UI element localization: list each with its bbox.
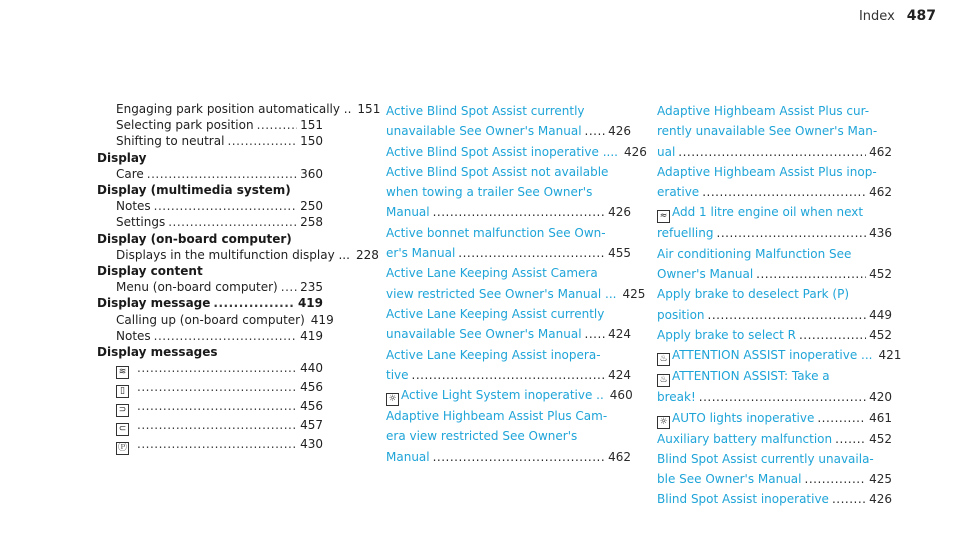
entry-text: [657, 165, 877, 179]
index-heading: [97, 263, 323, 279]
index-column-3: [657, 101, 902, 510]
entry-label: Air conditioning Malfunction See: [657, 246, 852, 261]
entry-text: [386, 266, 598, 280]
dot-leader: [137, 436, 297, 452]
page-ref: 258: [300, 215, 323, 230]
entry-label: Active Lane Keeping Assist Camera: [386, 266, 598, 281]
index-entry[interactable]: [386, 284, 646, 304]
dot-leader: [433, 447, 605, 467]
index-entry[interactable]: [386, 365, 631, 385]
entry-text: [657, 264, 753, 284]
light-sun-icon: ☼: [657, 416, 670, 429]
page-header: [859, 8, 936, 24]
page-ref: 235: [300, 280, 323, 295]
page-ref: 420: [869, 390, 892, 405]
dot-leader: [137, 417, 297, 433]
page-ref: 462: [869, 185, 892, 200]
page-ref: 419: [300, 328, 323, 343]
index-heading: [97, 150, 323, 166]
dot-leader: [227, 133, 297, 149]
page-ref: 461: [869, 410, 892, 425]
page-ref: 425: [869, 472, 892, 487]
entry-text: [116, 312, 305, 328]
index-entry: [97, 360, 323, 379]
entry-text: [116, 101, 351, 117]
entry-text: [386, 202, 430, 222]
page-ref: 452: [869, 267, 892, 282]
index-entry: [97, 133, 323, 149]
dot-leader: [585, 324, 606, 344]
page-ref: 250: [300, 199, 323, 214]
index-entry[interactable]: [657, 387, 892, 407]
page-ref: 426: [608, 205, 631, 220]
entry-label: Manual: [386, 449, 430, 464]
page-ref: 424: [608, 327, 631, 342]
entry-label: Active Blind Spot Assist currently: [386, 104, 585, 118]
index-entry[interactable]: [657, 325, 892, 345]
index-heading: [97, 231, 323, 247]
entry-text: [657, 142, 675, 162]
entry-label: Settings: [116, 215, 166, 230]
entry-label: refuelling: [657, 226, 714, 241]
dot-leader: [799, 325, 866, 345]
entry-label: Auxiliary battery malfunction: [657, 431, 833, 446]
entry-text: [116, 328, 151, 344]
entry-label: break!: [657, 390, 696, 405]
page-ref: 457: [300, 418, 323, 433]
index-entry[interactable]: [657, 101, 892, 121]
index-entry[interactable]: [657, 305, 892, 325]
entry-text: [386, 142, 618, 162]
page-ref: 150: [300, 134, 323, 149]
entry-label: Engaging park position automatically ..: [116, 102, 352, 116]
engine-diagnosis-icon: ▯: [116, 385, 129, 398]
index-entry[interactable]: [657, 284, 892, 304]
index-entry: [97, 101, 381, 117]
entry-label: Calling up (on-board computer): [116, 312, 305, 327]
dot-leader: [154, 198, 297, 214]
oil-can-icon: ≈: [657, 210, 670, 223]
index-entry[interactable]: [657, 264, 892, 284]
entry-text: [116, 214, 165, 230]
entry-label: er's Manual: [386, 246, 456, 261]
entry-text: [657, 387, 696, 407]
entry-label: Active bonnet malfunction See Own-: [386, 225, 606, 240]
dot-leader: [137, 360, 297, 376]
index-entry[interactable]: [386, 263, 631, 283]
entry-text: [657, 104, 869, 118]
entry-label: Apply brake to deselect Park (P): [657, 287, 849, 302]
page-ref: 421: [878, 348, 902, 363]
page-number: 487: [906, 8, 936, 24]
index-entry[interactable]: [386, 202, 631, 222]
index-entry[interactable]: [386, 304, 631, 324]
page-ref: 426: [608, 124, 631, 139]
entry-label: AUTO lights inoperative: [672, 410, 815, 425]
page-ref: 436: [869, 226, 892, 241]
index-heading: [97, 344, 323, 360]
entry-label: Display: [97, 150, 147, 165]
entry-label: Adaptive Highbeam Assist Plus Cam-: [386, 409, 608, 424]
index-entry[interactable]: [657, 142, 892, 162]
page-ref: 424: [608, 367, 631, 382]
index-entry: [97, 417, 323, 436]
index-entry[interactable]: [657, 223, 892, 243]
page-ref: 456: [300, 380, 323, 395]
dot-leader: [756, 264, 866, 284]
entry-label: Apply brake to select R: [657, 327, 796, 342]
entry-label: Active Blind Spot Assist not available: [386, 164, 609, 179]
entry-label: position: [657, 307, 705, 322]
index-entry[interactable]: [657, 162, 892, 182]
entry-text: [116, 417, 134, 436]
entry-text: [657, 305, 705, 325]
entry-text: [657, 325, 796, 345]
page-ref: 452: [869, 327, 892, 342]
page-ref: 228: [355, 247, 379, 262]
entry-label: Display (on-board computer): [97, 231, 292, 246]
entry-text: [116, 133, 224, 149]
index-entry[interactable]: [386, 182, 631, 202]
index-entry[interactable]: [657, 449, 892, 469]
entry-label: erative: [657, 185, 700, 200]
page-ref: 455: [608, 246, 631, 261]
entry-text: [116, 166, 144, 182]
entry-label: ATTENTION ASSIST inoperative ...: [672, 348, 873, 363]
dot-leader: [817, 408, 866, 428]
entry-text: [386, 385, 604, 406]
coolant-temperature-icon: ≋: [116, 366, 129, 379]
car-skid-icon: ⊂: [116, 423, 129, 436]
dot-leader: [137, 379, 297, 395]
page-ref: 452: [869, 431, 892, 446]
index-entry: [97, 436, 323, 455]
entry-label: ble See Owner's Manual: [657, 472, 802, 487]
parking-brake-icon: Ⓟ: [117, 443, 127, 454]
entry-text: [386, 348, 601, 362]
entry-label: Active Blind Spot Assist inoperative ....: [386, 144, 618, 159]
entry-text: [386, 165, 608, 179]
entry-text: [116, 436, 134, 455]
index-entry[interactable]: [657, 121, 892, 141]
entry-text: [97, 295, 210, 311]
coffee-cup-icon: ♨: [657, 353, 670, 366]
entry-label: Shifting to neutral: [116, 134, 225, 149]
entry-label: Adaptive Highbeam Assist Plus cur-: [657, 104, 870, 118]
entry-text: [386, 185, 592, 199]
entry-text: [657, 452, 874, 466]
index-entry[interactable]: [657, 182, 892, 202]
index-entry[interactable]: [386, 406, 631, 426]
entry-text: [386, 284, 616, 304]
page-ref: 419: [310, 312, 334, 327]
entry-text: [116, 379, 134, 398]
entry-text: [657, 345, 872, 366]
entry-text: [386, 409, 607, 423]
page-ref: 462: [869, 144, 892, 159]
dot-leader: [717, 223, 867, 243]
entry-label: Selecting park position: [116, 118, 254, 133]
page-ref: 151: [357, 102, 381, 116]
coffee-cup-icon: ♨: [657, 374, 670, 387]
car-sensor-icon: ⊃: [116, 404, 129, 417]
entry-label: Add 1 litre engine oil when next: [672, 205, 864, 220]
index-entry[interactable]: [386, 162, 631, 182]
index-entry[interactable]: [386, 324, 631, 344]
entry-text: [657, 489, 829, 509]
entry-label: Menu (on-board computer): [116, 280, 278, 295]
index-entry[interactable]: [657, 469, 892, 489]
page-ref: 425: [622, 286, 646, 301]
entry-label: rently unavailable See Owner's Man-: [657, 124, 878, 139]
entry-label: ual: [657, 144, 676, 159]
entry-label: Owner's Manual: [657, 267, 754, 282]
dot-leader: [585, 121, 606, 141]
entry-label: Adaptive Highbeam Assist Plus inop-: [657, 164, 877, 179]
entry-label: era view restricted See Owner's: [386, 429, 578, 444]
entry-label: Notes: [116, 328, 151, 343]
entry-label: tive: [386, 367, 409, 382]
page-ref: 151: [300, 118, 323, 133]
dot-leader: [433, 202, 605, 222]
index-entry[interactable]: [657, 489, 892, 509]
index-entry: [97, 279, 323, 295]
entry-label: Display messages: [97, 345, 218, 360]
page-ref: 426: [869, 492, 892, 507]
entry-text: [97, 183, 291, 197]
index-entry[interactable]: [657, 429, 892, 449]
entry-label: Notes: [116, 199, 151, 214]
entry-text: [657, 124, 877, 138]
page-ref: 460: [609, 388, 633, 403]
page-ref: 440: [300, 361, 323, 376]
dot-leader: [832, 489, 866, 509]
entry-text: [657, 369, 830, 386]
dot-leader: [458, 243, 605, 263]
index-heading: [97, 295, 323, 311]
index-entry[interactable]: [657, 345, 902, 366]
index-entry: [97, 198, 323, 214]
dot-leader: [805, 469, 867, 489]
entry-label: Blind Spot Assist inoperative: [657, 492, 829, 507]
dot-leader: [154, 328, 297, 344]
entry-text: [657, 287, 849, 301]
index-entry: [97, 214, 323, 230]
entry-text: [116, 198, 151, 214]
entry-label: Blind Spot Assist currently unavaila-: [657, 451, 874, 466]
entry-label: unavailable See Owner's Manual: [386, 124, 582, 139]
entry-text: [386, 307, 604, 321]
entry-text: [116, 247, 350, 263]
entry-text: [116, 117, 254, 133]
entry-text: [386, 243, 455, 263]
page-ref: 456: [300, 399, 323, 414]
index-entry[interactable]: [386, 142, 647, 162]
entry-text: [657, 429, 832, 449]
entry-text: [97, 151, 146, 165]
index-entry[interactable]: [386, 243, 631, 263]
index-entry[interactable]: [657, 202, 892, 223]
entry-label: Displays in the multifunction display ...: [116, 247, 350, 262]
entry-label: ATTENTION ASSIST: Take a: [672, 369, 830, 384]
index-entry[interactable]: [386, 223, 631, 243]
entry-label: Care: [116, 166, 144, 181]
entry-text: [657, 408, 814, 429]
index-entry[interactable]: [386, 385, 631, 406]
index-entry: [97, 398, 323, 417]
entry-label: Display content: [97, 264, 203, 279]
index-column-2: [386, 101, 647, 467]
index-entry[interactable]: [657, 244, 892, 264]
index-heading: [97, 182, 323, 198]
entry-label: when towing a trailer See Owner's: [386, 185, 593, 200]
index-entry[interactable]: [386, 447, 631, 467]
entry-label: Active Lane Keeping Assist inopera-: [386, 347, 601, 362]
dot-leader: [213, 295, 295, 311]
entry-label: Active Light System inoperative ..: [401, 388, 604, 403]
entry-text: [386, 429, 577, 443]
index-entry: [97, 117, 323, 133]
index-entry: [97, 247, 379, 263]
dot-leader: [147, 166, 297, 182]
entry-text: [657, 182, 699, 202]
page-ref: 426: [623, 144, 647, 159]
page-ref: 449: [869, 307, 892, 322]
entry-text: [386, 104, 585, 118]
entry-text: [97, 264, 203, 278]
dot-leader: [708, 305, 867, 325]
entry-text: [116, 360, 134, 379]
light-sun-icon: ☼: [386, 393, 399, 406]
index-entry: [97, 379, 323, 398]
index-entry: [97, 312, 334, 328]
entry-text: [657, 223, 714, 243]
entry-label: unavailable See Owner's Manual: [386, 327, 582, 342]
entry-text: [657, 247, 851, 261]
page-ref: 360: [300, 166, 323, 181]
dot-leader: [699, 387, 866, 407]
index-entry: [97, 166, 323, 182]
page-ref: 419: [297, 296, 323, 311]
dot-leader: [412, 365, 606, 385]
entry-label: Display message: [97, 296, 211, 311]
entry-label: Display (multimedia system): [97, 183, 291, 198]
entry-text: [657, 469, 802, 489]
dot-leader: [678, 142, 866, 162]
entry-text: [97, 345, 218, 359]
page-ref: 462: [608, 449, 631, 464]
dot-leader: [168, 214, 297, 230]
index-entry[interactable]: [657, 408, 892, 429]
entry-text: [386, 324, 582, 344]
entry-text: [386, 447, 430, 467]
entry-text: [97, 232, 292, 246]
index-entry[interactable]: [386, 426, 631, 446]
entry-text: [386, 365, 409, 385]
entry-label: view restricted See Owner's Manual ...: [386, 286, 617, 301]
dot-leader: [137, 398, 297, 414]
index-entry[interactable]: [386, 345, 631, 365]
entry-text: [116, 398, 134, 417]
section-title: Index: [858, 9, 895, 24]
entry-label: Active Lane Keeping Assist currently: [386, 306, 605, 321]
entry-text: [386, 121, 582, 141]
entry-text: [657, 205, 864, 222]
dot-leader: [835, 429, 866, 449]
index-entry: [97, 328, 323, 344]
index-entry[interactable]: [386, 101, 631, 121]
entry-label: Manual: [386, 205, 430, 220]
index-entry[interactable]: [386, 121, 631, 141]
dot-leader: [702, 182, 866, 202]
entry-text: [116, 279, 278, 295]
dot-leader: [257, 117, 298, 133]
index-column-1: [97, 101, 381, 455]
entry-text: [386, 226, 606, 240]
index-entry[interactable]: [657, 366, 892, 387]
dot-leader: [281, 279, 297, 295]
page-ref: 430: [300, 437, 323, 452]
